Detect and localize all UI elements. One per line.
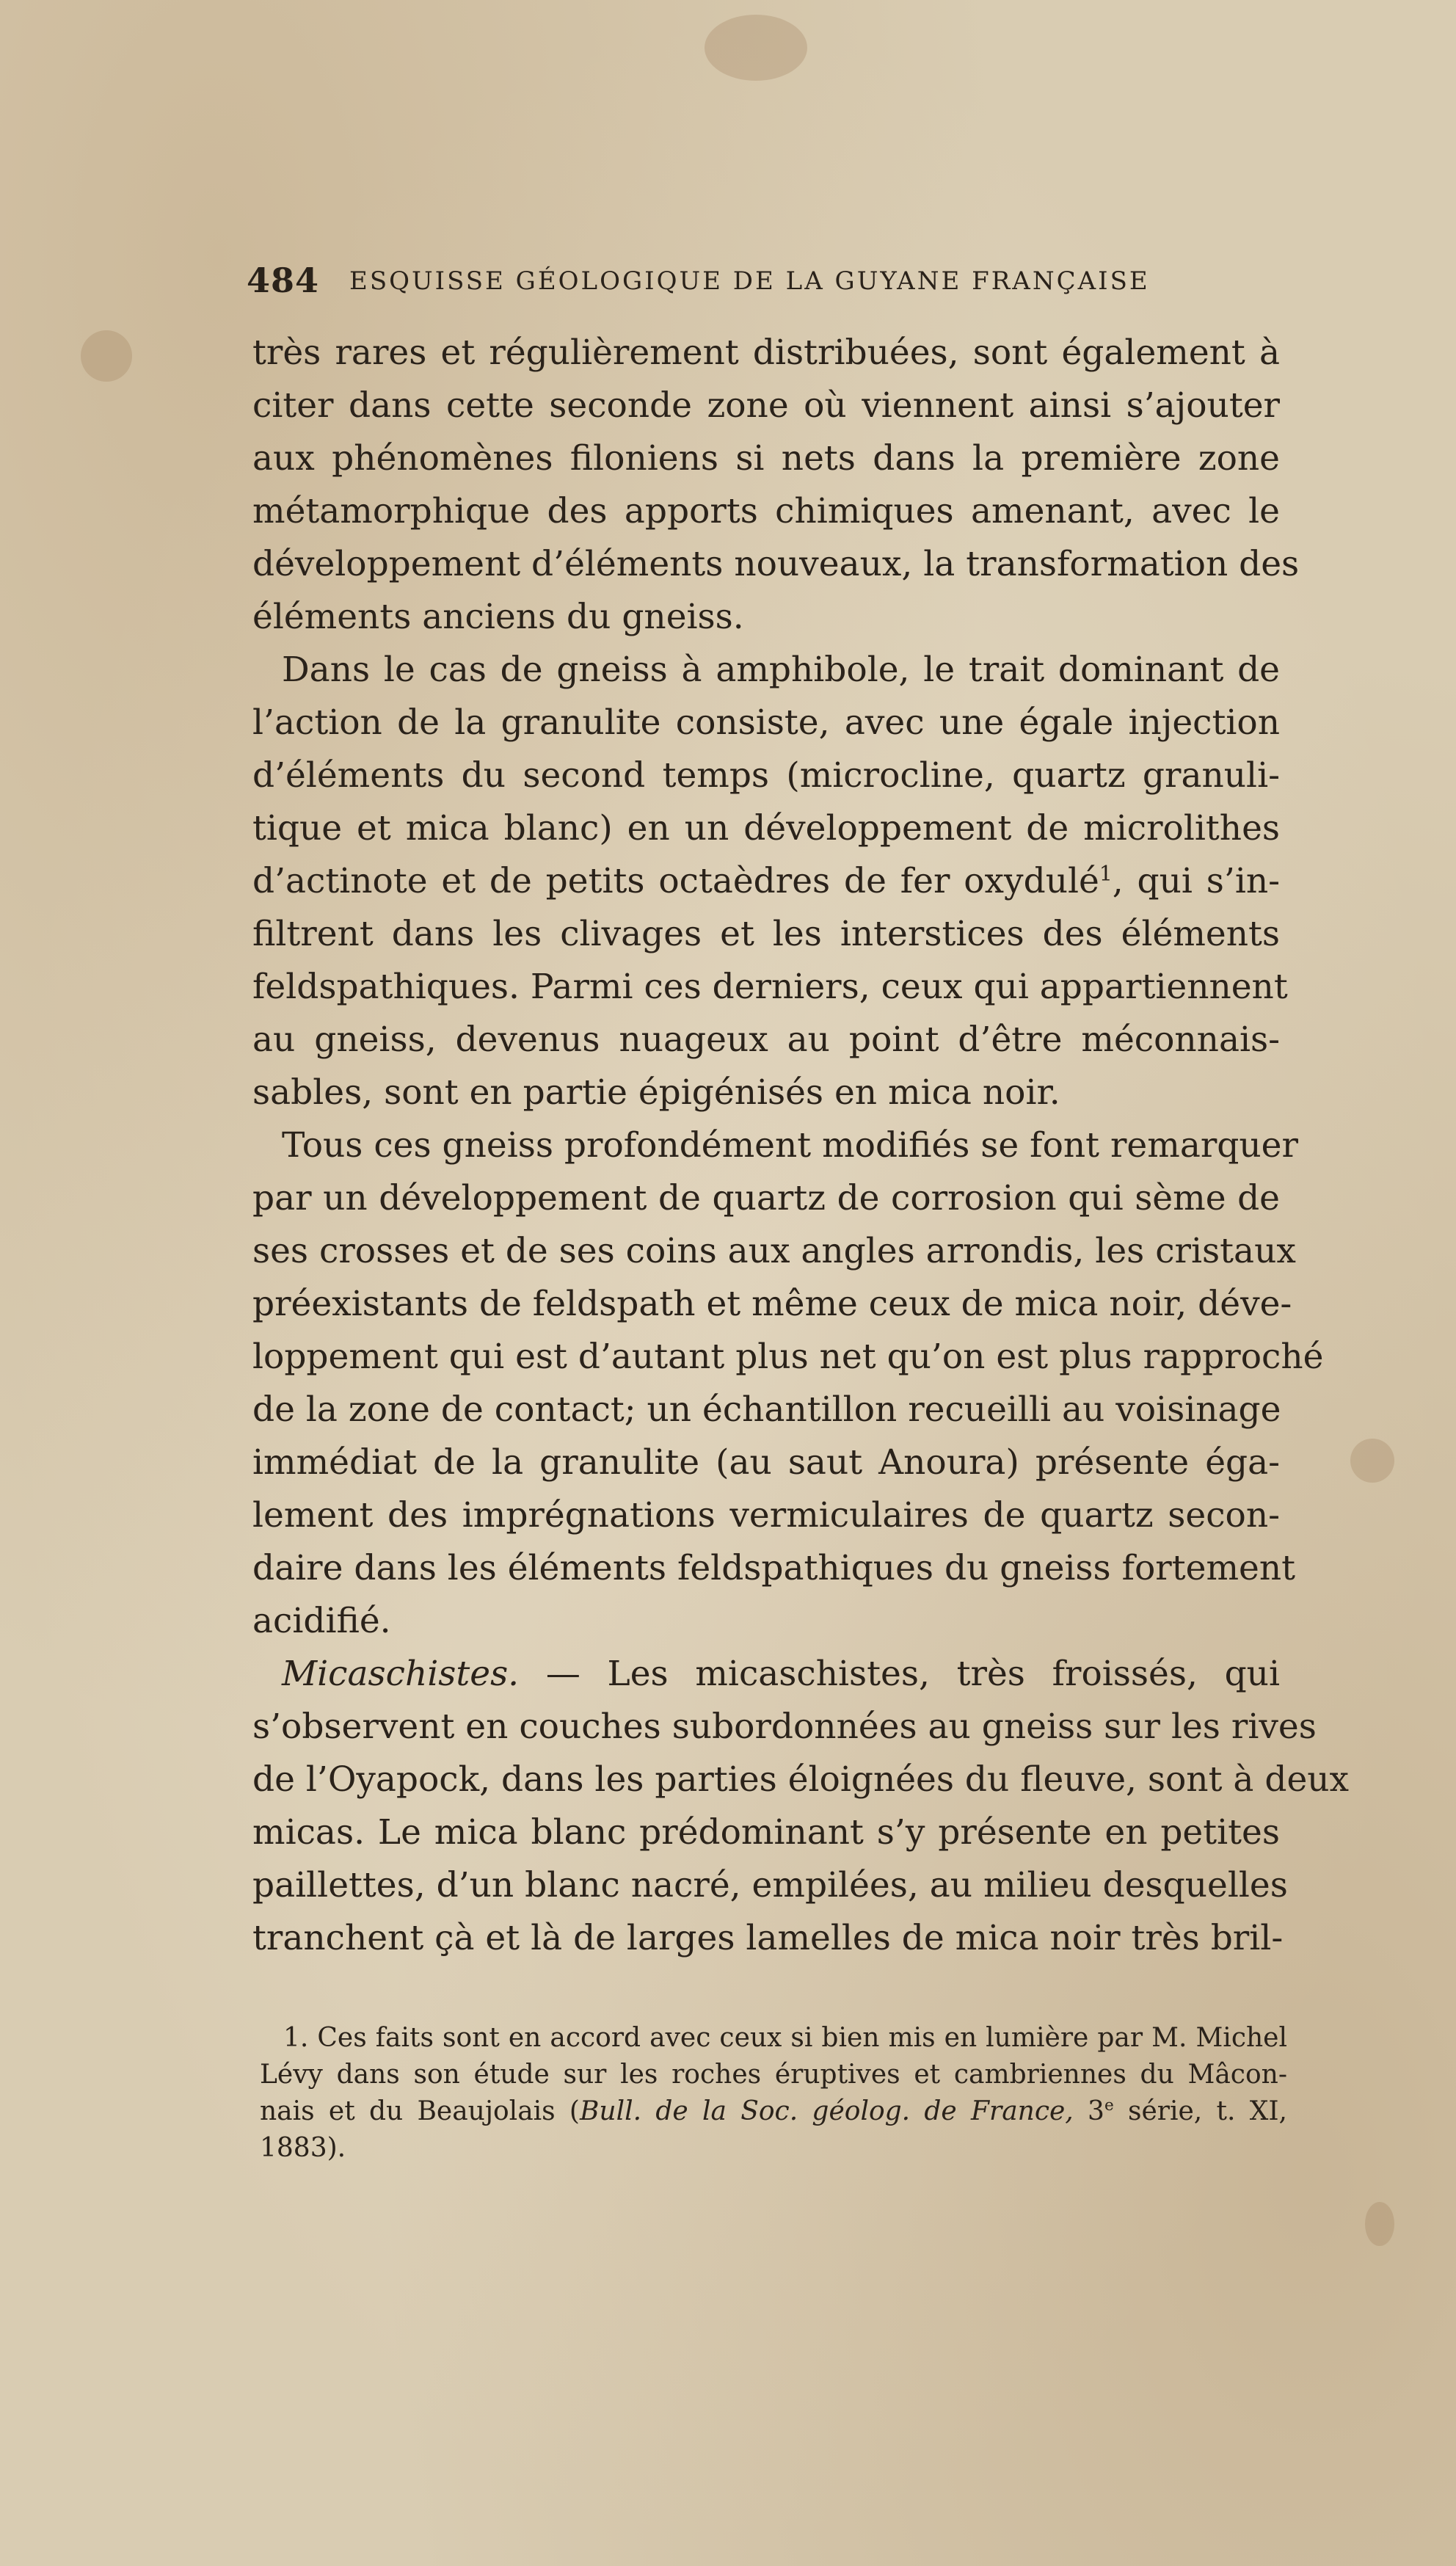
text-line: feldspathiques. Parmi ces derniers, ceux qui appartiennent — [252, 967, 1288, 1007]
text-line: filtrent dans les clivages et les interstices des éléments — [252, 914, 1280, 954]
text-line: par un développement de quartz de corrosion qui sème de — [252, 1178, 1280, 1218]
text-line: ses crosses et de ses coins aux angles arrondis, les cristaux — [252, 1231, 1296, 1271]
text-line: préexistants de feldspath et même ceux de mica noir, déve- — [252, 1284, 1292, 1324]
footnote-line: 1. Ces faits sont en accord avec ceux si bien mis en lumière par M. Michel — [283, 2023, 1287, 2053]
text-line: tique et mica blanc) en un développement de microlithes — [252, 808, 1280, 848]
text-line: l’action de la granulite consiste, avec une égale injection — [252, 702, 1280, 743]
text-line: immédiat de la granulite (au saut Anoura) présente éga- — [252, 1442, 1280, 1483]
text-line: acidifié. — [252, 1601, 391, 1641]
footnote-line: Lévy dans son étude sur les roches éruptives et cambriennes du Mâcon- — [260, 2060, 1287, 2090]
footnote-line: 1883). — [260, 2133, 346, 2163]
text-segment: nais et du Beaujolais ( — [260, 2096, 580, 2126]
text-line: éléments anciens du gneiss. — [252, 597, 744, 637]
text-segment: 3 — [1073, 2096, 1104, 2126]
text-line — [252, 1648, 1280, 1701]
text-line: de la zone de contact; un échantillon recueilli au voisinage — [252, 1389, 1281, 1430]
body-text — [252, 327, 1350, 1965]
text-line: loppement qui est d’autant plus net qu’on est plus rapproché — [252, 1337, 1324, 1377]
text-line: Dans le cas de gneiss à amphibole, le trait dominant de — [282, 650, 1280, 690]
paper-stain — [81, 330, 132, 382]
paper-stain — [705, 15, 807, 81]
text-line: micas. Le mica blanc prédominant s’y présente en petites — [252, 1812, 1280, 1853]
text-segment: , qui s’in- — [1112, 861, 1281, 901]
text-line: métamorphique des apports chimiques amenant, avec le — [252, 491, 1280, 531]
text-line: citer dans cette seconde zone où viennent ainsi s’ajouter — [252, 385, 1280, 426]
footnote-line — [260, 2093, 1287, 2130]
superscript: e — [1104, 2096, 1114, 2115]
page-header — [247, 261, 1274, 305]
text-line: paillettes, d’un blanc nacré, empilées, au milieu desquelles — [252, 1865, 1288, 1905]
footnote-ref: 1 — [1099, 861, 1113, 886]
text-line: daire dans les éléments feldspathiques du gneiss fortement — [252, 1548, 1296, 1588]
text-line: sables, sont en partie épigénisés en mica noir. — [252, 1072, 1060, 1113]
text-line: lement des imprégnations vermiculaires de quartz secon- — [252, 1495, 1280, 1535]
paper-stain — [1350, 1439, 1394, 1483]
citation-title: Bull. de la Soc. géolog. de France, — [579, 2096, 1074, 2126]
text-line: aux phénomènes filoniens si nets dans la première zone — [252, 438, 1280, 479]
text-line: au gneiss, devenus nuageux au point d’être méconnais- — [252, 1020, 1280, 1060]
text-line: Tous ces gneiss profondément modifiés se font remarquer — [282, 1125, 1298, 1166]
running-title: ESQUISSE GÉOLOGIQUE DE LA GUYANE FRANÇAISE — [349, 266, 1150, 296]
text-line: s’observent en couches subordonnées au gneiss sur les rives — [252, 1707, 1317, 1747]
text-line: de l’Oyapock, dans les parties éloignées du fleuve, sont à deux — [252, 1759, 1350, 1800]
footnote — [260, 2020, 1287, 2167]
text-line: très rares et régulièrement distribuées, sont également à — [252, 332, 1280, 373]
text-line — [252, 855, 1280, 908]
text-line: développement d’éléments nouveaux, la transformation des — [252, 544, 1300, 584]
section-heading: Micaschistes. — [282, 1654, 520, 1694]
text-line: tranchent çà et là de larges lamelles de mica noir très bril- — [252, 1918, 1284, 1958]
page-number: 484 — [247, 261, 320, 300]
text-line: d’éléments du second temps (microcline, quartz granuli- — [252, 755, 1280, 796]
text-segment: — Les micaschistes, très froissés, qui — [545, 1654, 1280, 1694]
paper-stain — [1365, 2202, 1394, 2246]
text-segment: d’actinote et de petits octaèdres de fer oxydulé — [252, 861, 1099, 901]
text-segment: série, t. XI, — [1113, 2096, 1287, 2126]
